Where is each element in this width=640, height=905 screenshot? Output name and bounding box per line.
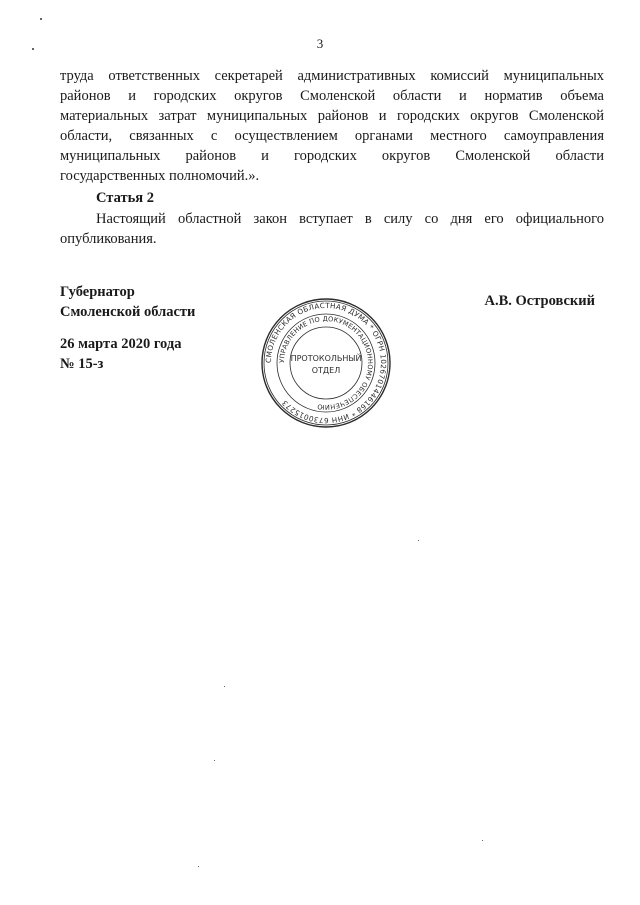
position-title: Губернатор [60,284,135,300]
paragraph-line: районов и городских округов Смоленской области и норматив объема [60,88,604,104]
scan-speck [418,540,419,541]
paragraph-line: труда ответственных секретарей административных комиссий муниципальных [60,68,604,84]
paragraph-line: материальных затрат муниципальных районов и городских округов Смоленской [60,108,604,124]
seal-inner-ring [290,327,362,399]
article-title: Статья 2 [96,190,154,206]
seal-inner-text: УПРАВЛЕНИЕ ПО ДОКУМЕНТАЦИОННОМУ ОБЕСПЕЧЕНИЮ [277,314,375,412]
signatory-name: А.В. Островский [484,293,595,309]
seal-center-line1: ПРОТОКОЛЬНЫЙ [290,354,362,363]
signing-date: 26 марта 2020 года [60,336,182,352]
paragraph-line: опубликования. [60,231,157,247]
paragraph-line: области, связанных с осуществлением органами местного самоуправления [60,128,604,144]
closing-paragraph [60,66,604,186]
signatory-position [60,282,195,322]
article-body [60,209,604,249]
scan-speck [214,760,215,761]
page-number: 3 [316,36,324,51]
scan-speck [32,48,34,50]
scan-speck [224,686,225,687]
seal-middle-ring [277,314,375,412]
paragraph-line: Настоящий областной закон вступает в силу со дня его официального [96,211,604,227]
position-region: Смоленской области [60,304,196,320]
law-number: № 15-з [60,356,104,372]
paragraph-line: государственных полномочий.». [60,168,260,184]
scan-speck [40,18,42,20]
seal-outer-text: СМОЛЕНСКАЯ ОБЛАСТНАЯ ДУМА * ОГРН 1026701446168 * ИНН 6730015273 [263,300,389,426]
paragraph-line: муниципальных районов и городских округов Смоленской области [60,148,604,164]
scan-speck [198,866,199,867]
seal-center-line2: ОТДЕЛ [311,366,341,375]
official-seal [258,295,394,431]
date-block [60,334,181,374]
scan-speck [482,840,483,841]
